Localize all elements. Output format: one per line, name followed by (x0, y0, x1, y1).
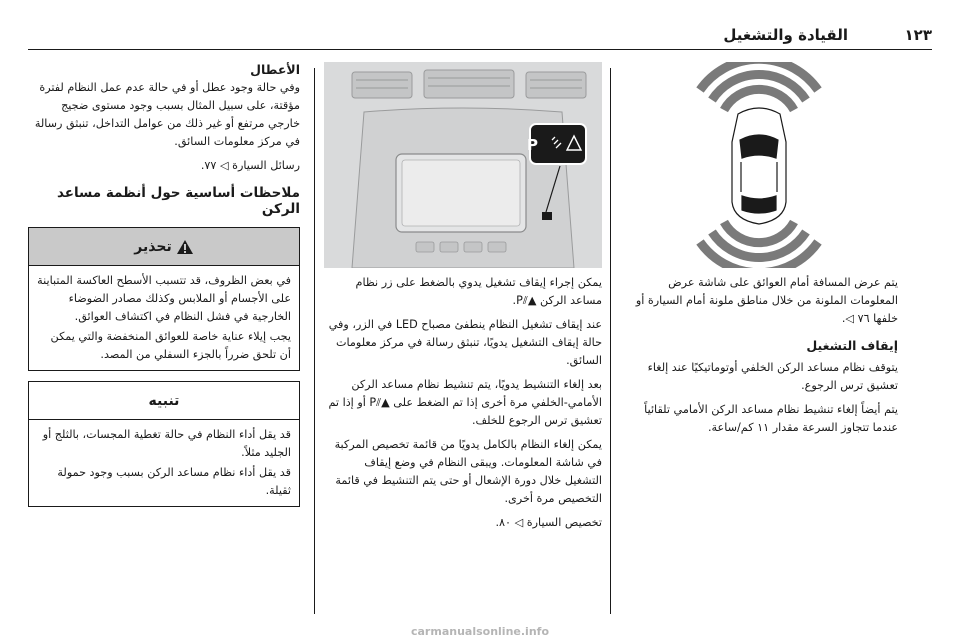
svg-text:P: P (527, 136, 538, 154)
page-header (0, 0, 960, 50)
chapter-title: القيادة والتشغيل (723, 26, 848, 44)
front-auto-deactivate-text: يتم أيضاً إلغاء تنشيط نظام مساعد الركن الأمامي تلقائياً عندما تتجاوز السرعة مقدار ١١ كم/ساعة. (644, 403, 898, 434)
warning-title: تحذير (134, 238, 172, 255)
right-column (620, 62, 898, 437)
faults-text: وفي حالة وجود عطل أو في حالة عدم عمل النظام لفترة مؤقتة، على سبيل المثال بسبب وجود مستوى ضجيج خارجي مرتفع أو غير ذلك من عوامل التداخل، تنبثق رسالة في مركز معلومات السائق. (34, 81, 300, 148)
note-text-1: قد يقل أداء النظام في حالة تغطية المجسات، بالثلج أو الجليد مثلاً. (42, 428, 291, 459)
warning-box-header (29, 228, 299, 266)
note-box (28, 381, 300, 507)
led-off-text: عند إيقاف تشغيل النظام ينطفئ مصباح LED في الزر، وفي حالة إيقاف التشغيل يدويًا، تنبثق رسالة في مركز معلومات السائق. (328, 318, 602, 367)
note-box-header (29, 382, 299, 420)
reactivation-text: بعد إلغاء التنشيط يدويًا، يتم تنشيط نظام مساعد الركن الأمامي-الخلفي مرة أخرى إذا تم الضغط على ▲⫽P أو إذا تم تعشيق ترس الرجوع للخلف. (328, 378, 602, 427)
distance-display-text: يتم عرض المسافة أمام العوائق على شاشة عرض المعلومات الملونة من خلال مناطق ملونة أمام السيارة أو خلفها ٧٦ ◁. (635, 276, 898, 325)
note-text-2: قد يقل أداء نظام مساعد الركن بسبب وجود حمولة ثقيلة. (57, 466, 291, 497)
warning-triangle-icon (176, 239, 194, 255)
column-divider-right (610, 68, 611, 614)
vehicle-personalization-ref: تخصيص السيارة ◁ ٨٠. (495, 516, 602, 529)
middle-column (324, 62, 602, 532)
dashboard-illustration (324, 62, 602, 268)
dashboard-console-drawing (324, 62, 602, 268)
deactivate-heading: إيقاف التشغيل (806, 338, 898, 353)
faults-heading: الأعطال (250, 62, 300, 77)
left-column (28, 62, 300, 507)
page-number: ١٢٣ (904, 26, 932, 44)
warning-box (28, 227, 300, 371)
car-top-view-icon (620, 62, 898, 268)
full-deactivation-text: يمكن إلغاء النظام بالكامل يدويًا من قائمة تخصيص المركبة في شاشة المعلومات. ويبقى النظام في وضع إيقاف التشغيل خلال دورة الإشعال أو حتى يتم التنشيط في قائمة التخصيص مرة أخرى. (334, 438, 602, 505)
header-rule (28, 49, 932, 50)
manual-deactivation-text: يمكن إجراء إيقاف تشغيل يدوي بالضغط على زر نظام مساعد الركن ▲⫽P. (355, 276, 602, 307)
column-divider-left (314, 68, 315, 614)
vehicle-messages-ref: رسائل السيارة ◁ ٧٧. (200, 159, 300, 172)
note-title: تنبيه (148, 392, 180, 409)
rear-auto-deactivate-text: يتوقف نظام مساعد الركن الخلفي أوتوماتيكيًا عند إلغاء تعشيق ترس الرجوع. (647, 361, 898, 392)
warning-text-2: يجب إيلاء عناية خاصة للعوائق المنخفضة والتي يمكن أن تلحق ضرراً بالجزء السفلي من المصد. (50, 330, 291, 361)
basic-notes-heading: ملاحظات أساسية حول أنظمة مساعد الركن (56, 185, 300, 217)
warning-text-1: في بعض الظروف، قد تتسبب الأسطح العاكسة المتباينة على الأجسام أو الملابس وكذلك مصادر الضوضاء الخارجية في فشل النظام في اكتشاف العوائق. (37, 274, 291, 323)
watermark: carmanualsonline.info (410, 625, 549, 638)
car-sensor-illustration (620, 62, 898, 268)
